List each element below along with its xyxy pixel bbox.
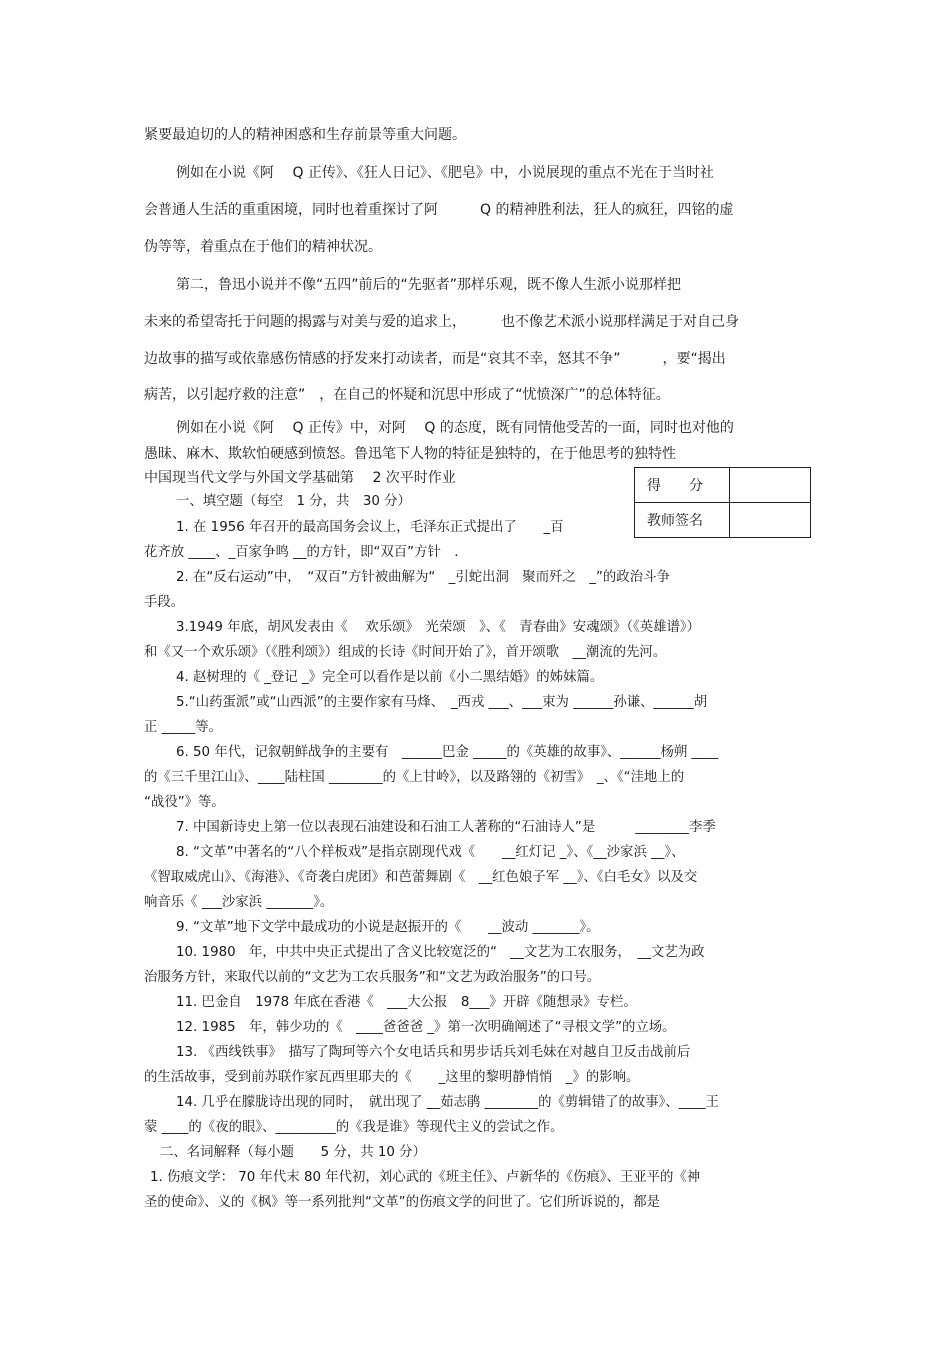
question-line: “战役”》等。 xyxy=(144,795,225,810)
question-line: 和《又一个欢乐颂》（《胜利颂》）组成的长诗《时间开始了》，首开颂歌 __潮流的先河。 xyxy=(144,645,667,660)
question-line: 11. 巴金自 1978 年底在香港《 ___大公报 8___》开辟《随想录》专栏。 xyxy=(176,995,637,1010)
text-line: 愚昧、麻木、欺软怕硬感到愤怒。鲁迅笔下人物的特征是独特的，在于他思考的独特性 xyxy=(144,446,676,462)
definition-line: 圣的使命》、义的《枫》等一系列批判“文革”的伤痕文学的问世了。它们所诉说的，都是 xyxy=(144,1195,661,1210)
text-line: 未来的希望寄托于问题的揭露与对美与爱的追求上， 也不像艺术派小说那样满足于对自己身 xyxy=(144,314,739,330)
question-line: 花齐放 ____、_百家争鸣 __的方针，即“双百”方针 . xyxy=(144,545,459,560)
question-line: 手段。 xyxy=(144,595,185,610)
score-cell xyxy=(730,468,811,503)
text-line: 边故事的描写或依靠感伤情感的抒发来打动读者，而是“哀其不幸，怒其不争” ，要“揭出 xyxy=(144,351,726,367)
question-line: 《智取威虎山》、《海港》、《奇袭白虎团》和芭蕾舞剧《 __红色娘子军 __》、《白毛女》以及交 xyxy=(144,870,698,885)
question-line: 12. 1985 年，韩少功的《 ____爸爸爸 _》第一次明确阐述了“寻根文学”的立场。 xyxy=(176,1020,676,1035)
text-line: 第二，鲁迅小说并不像“五四”前后的“先驱者”那样乐观，既不像人生派小说那样把 xyxy=(176,277,682,293)
text-line: 例如在小说《阿 Q 正传》中，对阿 Q 的态度，既有同情他受苦的一面，同时也对他的 xyxy=(176,420,734,436)
question-line: 3.1949 年底，胡风发表由《 欢乐颂》 光荣颂 》、《 青春曲》安魂颂》（《英雄谱》） xyxy=(176,620,701,635)
question-line: 4. 赵树理的《 _登记 _》完全可以看作是以前《小二黑结婚》的姊妹篇。 xyxy=(176,670,604,685)
text-line: 会普通人生活的重重困境，同时也着重探讨了阿 Q 的精神胜利法，狂人的疯狂，四铭的虚 xyxy=(144,202,734,218)
section-heading: 二、名词解释（每小题 5 分，共 10 分） xyxy=(160,1145,426,1160)
score-label: 得 分 xyxy=(635,468,730,503)
question-line: 10. 1980 年，中共中央正式提出了含义比较宽泛的“ __文艺为工农服务， __文艺为政 xyxy=(176,945,705,960)
section-heading: 一、填空题（每空 1 分，共 30 分） xyxy=(176,494,411,509)
question-line: 5.“山药蛋派”或“山西派”的主要作家有马烽、 _西戎 ___、___束为 ______孙谦、______胡 xyxy=(176,695,708,710)
text-line: 病苦，以引起疗救的注意” ，在自己的怀疑和沉思中形成了“忧愤深广”的总体特征。 xyxy=(144,387,670,403)
text-line: 例如在小说《阿 Q 正传》、《狂人日记》、《肥皂》中，小说展现的重点不光在于当时社 xyxy=(176,165,714,181)
teacher-signature-label: 教师签名 xyxy=(635,503,730,538)
text-line: 紧要最迫切的人的精神困惑和生存前景等重大问题。 xyxy=(144,127,466,143)
question-line: 治服务方针，来取代以前的“文艺为工农兵服务”和“文艺为政治服务”的口号。 xyxy=(144,970,601,985)
question-line: 9. “文革”地下文学中最成功的小说是赵振开的《 __波动 _______》。 xyxy=(176,920,600,935)
question-line: 正 _____等。 xyxy=(144,720,222,735)
definition-line: 1. 伤痕文学： 70 年代末 80 年代初，刘心武的《班主任》、卢新华的《伤痕》、王亚平的《神 xyxy=(150,1170,701,1185)
homework-title: 中国现当代文学与外国文学基础第 2 次平时作业 xyxy=(144,470,456,486)
question-line: 8. “文革”中著名的“八个样板戏”是指京剧现代戏《 __红灯记 _》、《__沙家浜 __》、 xyxy=(176,845,685,860)
question-line: 蒙 ____的《夜的眼》、_________的《我是谁》等现代主义的尝试之作。 xyxy=(144,1120,564,1135)
text-line: 伪等等，着重点在于他们的精神状况。 xyxy=(144,239,382,255)
question-line: 的生活故事，受到前苏联作家瓦西里耶夫的《 _这里的黎明静悄悄 _》的影响。 xyxy=(144,1070,640,1085)
question-line: 7. 中国新诗史上第一位以表现石油建设和石油工人著称的“石油诗人”是 ________李季 xyxy=(176,820,716,835)
question-line: 13. 《西线铁事》 描写了陶珂等六个女电话兵和男步话兵刘毛妹在对越自卫反击战前后 xyxy=(176,1045,691,1060)
question-line: 6. 50 年代，记叙朝鲜战争的主要有 ______巴金 _____的《英雄的故事》、______杨朔 ____ xyxy=(176,745,719,760)
question-line: 响音乐《 ___沙家浜 _______》。 xyxy=(144,895,334,910)
question-line: 14. 几乎在朦胧诗出现的同时， 就出现了 __茹志鹃 ________的《剪辑错了的故事》、____王 xyxy=(176,1095,719,1110)
question-line: 的《三千里江山》、____陆柱国 ________的《上甘岭》，以及路翎的《初雪》 _、《“洼地上的 xyxy=(144,770,685,785)
question-line: 2. 在“反右运动”中， “双百”方针被曲解为“ _引蛇出洞 聚而歼之 _”的政治斗争 xyxy=(176,570,670,585)
score-table xyxy=(634,467,811,538)
teacher-signature-cell xyxy=(730,503,811,538)
question-line: 1. 在 1956 年召开的最高国务会议上，毛泽东正式提出了 _百 xyxy=(176,520,564,535)
